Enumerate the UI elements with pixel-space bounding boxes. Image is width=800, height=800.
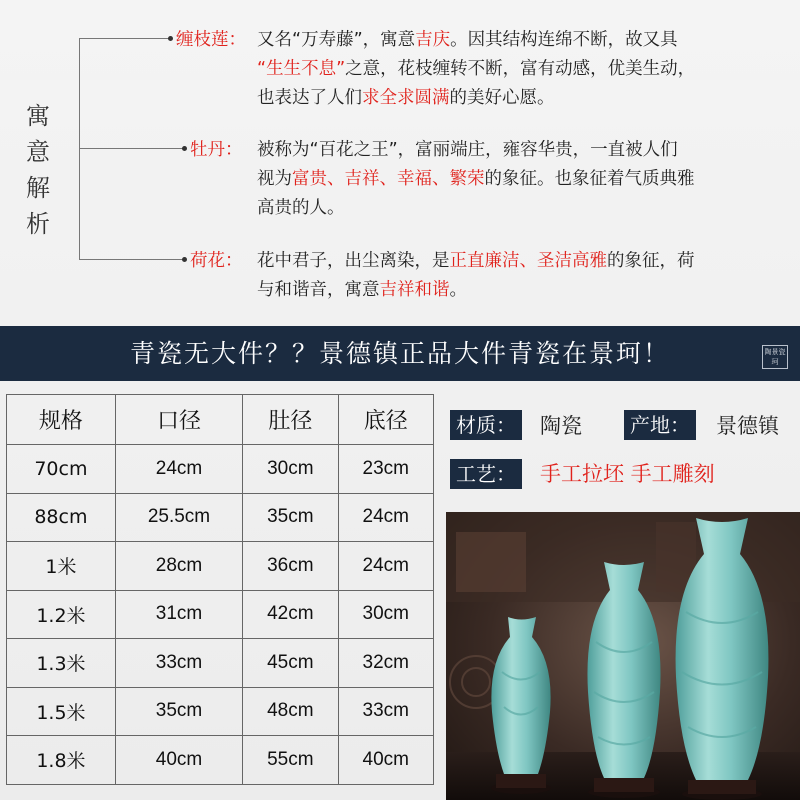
brand-seal <box>762 345 788 369</box>
entry-line <box>257 276 695 305</box>
entry-highlight-segment: 求全求圆满 <box>362 88 450 108</box>
mouth-diameter-cell: 28cm <box>115 542 242 591</box>
entry-line <box>257 247 695 276</box>
table-row <box>7 736 434 785</box>
belly-diameter-cell: 35cm <box>243 493 338 542</box>
entry-text-segment: 被称为“百花之王”，富丽端庄，雍容华贵，一直被人们 <box>257 140 678 160</box>
spec-table <box>6 394 434 785</box>
origin-value: 景德镇 <box>716 414 779 438</box>
entry-highlight-segment: 吉庆 <box>415 30 451 50</box>
entry-highlight-segment: “生生不息” <box>257 59 346 79</box>
meaning-entries <box>0 0 800 326</box>
size-cell: 1.3米 <box>7 639 116 688</box>
table-row <box>7 687 434 736</box>
entry-text-segment: 。 <box>449 280 467 300</box>
entry-text-segment: 又名“万寿藤”，寓意 <box>257 30 416 50</box>
header-cell: 肚径 <box>243 395 338 445</box>
belly-diameter-cell: 55cm <box>243 736 338 785</box>
entry-text-segment: 的美好心愿。 <box>449 88 555 108</box>
table-row <box>7 542 434 591</box>
header-cell: 口径 <box>115 395 242 445</box>
entry-text-segment: 。因其结构连绵不断，故又具 <box>450 30 678 50</box>
table-row <box>7 639 434 688</box>
size-cell: 1.2米 <box>7 590 116 639</box>
belly-diameter-cell: 42cm <box>243 590 338 639</box>
table-row <box>7 493 434 542</box>
mouth-diameter-cell: 33cm <box>115 639 242 688</box>
mouth-diameter-cell: 40cm <box>115 736 242 785</box>
entry-text-segment: 之意，花枝缠转不断，富有动感，优美生动， <box>345 59 696 79</box>
belly-diameter-cell: 48cm <box>243 687 338 736</box>
table-row <box>7 445 434 494</box>
entry-line <box>257 84 695 113</box>
mouth-diameter-cell: 35cm <box>115 687 242 736</box>
mouth-diameter-cell: 24cm <box>115 445 242 494</box>
size-cell: 1.8米 <box>7 736 116 785</box>
entry-text-segment: 花中君子，出尘离染，是 <box>257 251 450 271</box>
entry-text-segment: 的象征，荷 <box>607 251 695 271</box>
craft-value: 手工拉坯 手工雕刻 <box>540 462 715 486</box>
entry-text-hehua <box>257 247 695 305</box>
entry-name-chanzhilian: 缠枝莲： <box>176 30 246 50</box>
craft-label: 工艺： <box>450 459 522 489</box>
entry-text-mudan <box>257 136 695 223</box>
side-title-char: 析 <box>26 210 50 238</box>
entry-name-mudan: 牡丹： <box>190 140 243 160</box>
header-cell: 规格 <box>7 395 116 445</box>
entry-text-chanzhilian <box>257 26 695 113</box>
entry-line <box>257 136 695 165</box>
size-cell: 70cm <box>7 445 116 494</box>
seal-text: 陶景瓷珂 <box>764 348 786 366</box>
belly-diameter-cell: 30cm <box>243 445 338 494</box>
base-diameter-cell: 33cm <box>338 687 433 736</box>
size-cell: 88cm <box>7 493 116 542</box>
base-diameter-cell: 24cm <box>338 493 433 542</box>
material-label: 材质： <box>450 410 522 440</box>
side-title-char: 意 <box>26 138 50 166</box>
base-diameter-cell: 23cm <box>338 445 433 494</box>
entry-text-segment: 的象征。也象征着气质典雅 <box>484 169 695 189</box>
entry-line <box>257 194 695 223</box>
entry-highlight-segment: 富贵、吉祥、幸福、繁荣 <box>292 169 485 189</box>
entry-text-segment: 也表达了人们 <box>257 88 362 108</box>
base-diameter-cell: 30cm <box>338 590 433 639</box>
entry-text-segment: 高贵的人。 <box>257 198 345 218</box>
entry-line <box>257 26 695 55</box>
base-diameter-cell: 24cm <box>338 542 433 591</box>
entry-line <box>257 165 695 194</box>
material-value: 陶瓷 <box>540 414 582 438</box>
product-photo <box>446 512 800 800</box>
entry-line <box>257 55 695 84</box>
header-cell: 底径 <box>338 395 433 445</box>
banner-text: 青瓷无大件？？景德镇正品大件青瓷在景珂！ <box>129 339 670 368</box>
entry-highlight-segment: 正直廉洁、圣洁高雅 <box>449 251 607 271</box>
promo-banner <box>0 326 800 381</box>
base-diameter-cell: 40cm <box>338 736 433 785</box>
base-diameter-cell: 32cm <box>338 639 433 688</box>
entry-text-segment: 视为 <box>257 169 292 189</box>
vase-illustration <box>446 512 800 800</box>
side-title-char: 解 <box>26 174 50 202</box>
size-cell: 1.5米 <box>7 687 116 736</box>
side-title-char: 寓 <box>26 102 50 130</box>
mouth-diameter-cell: 25.5cm <box>115 493 242 542</box>
meaning-section <box>0 0 800 326</box>
table-row <box>7 590 434 639</box>
size-cell: 1米 <box>7 542 116 591</box>
entry-name-hehua: 荷花： <box>190 251 243 271</box>
belly-diameter-cell: 45cm <box>243 639 338 688</box>
entry-text-segment: 与和谐音，寓意 <box>257 280 380 300</box>
origin-label: 产地： <box>624 410 696 440</box>
entry-highlight-segment: 吉祥和谐 <box>379 280 450 300</box>
belly-diameter-cell: 36cm <box>243 542 338 591</box>
table-header-row <box>7 395 434 445</box>
mouth-diameter-cell: 31cm <box>115 590 242 639</box>
